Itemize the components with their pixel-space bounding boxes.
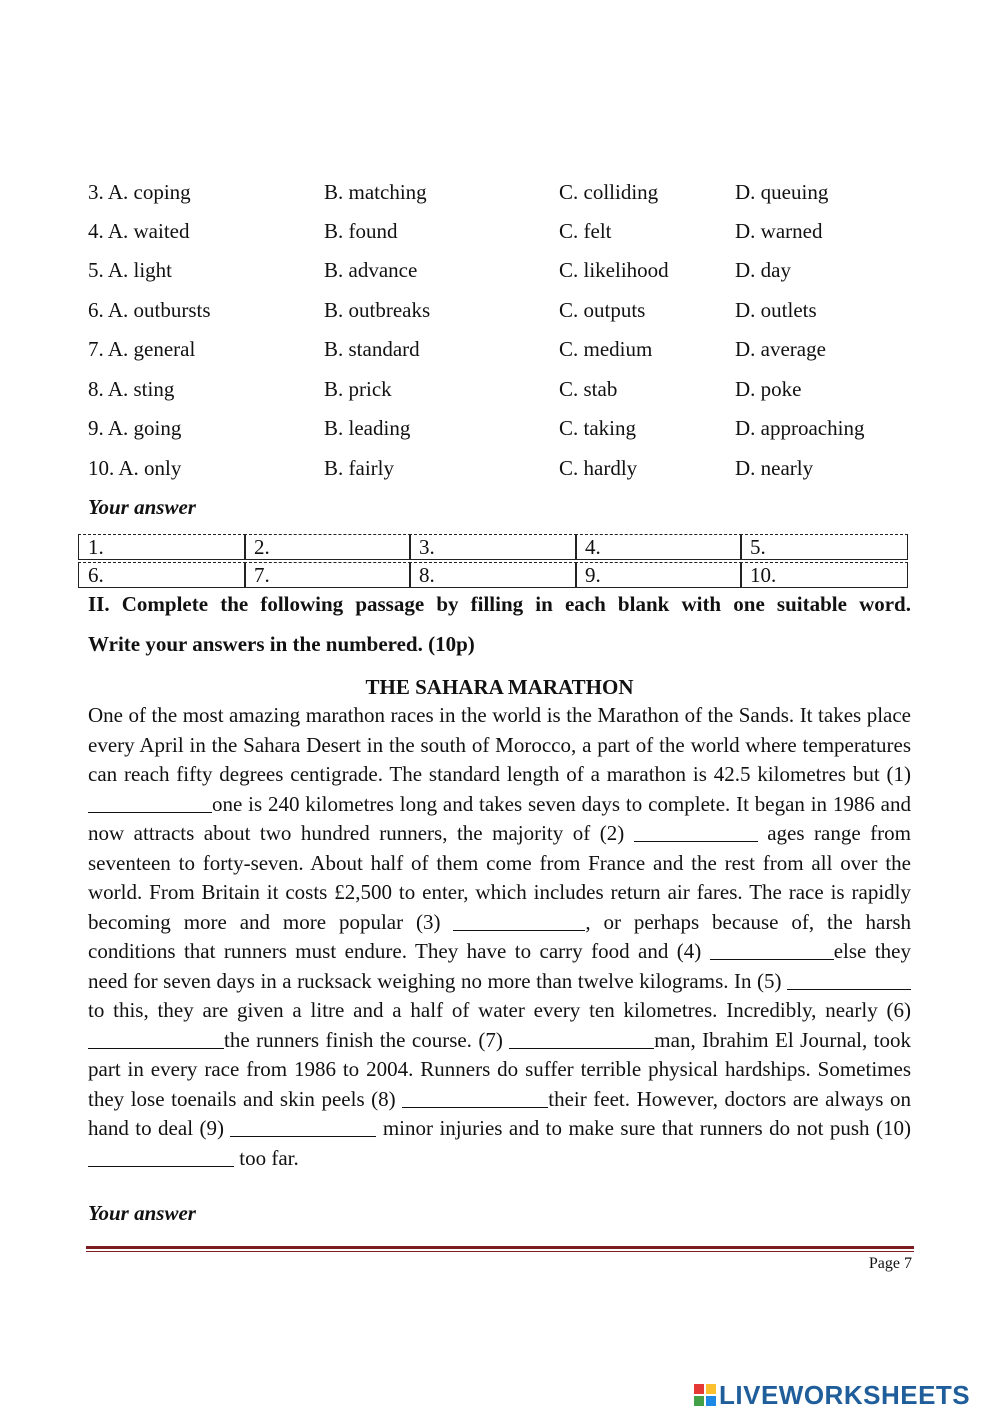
section-instruction: Write your answers in the numbered. (10p): [88, 632, 475, 656]
option-b: B. matching: [324, 180, 427, 204]
passage-text: One of the most amazing marathon races in the world is the Marathon of the Sands. It takes place every April in the Sahara Desert in the south of Morocco, a part of the world where temperatures can reach fifty degrees centigrade. The standard length of a marathon is 42.5 kilometres but (1): [88, 703, 911, 786]
blank-7[interactable]: [509, 1028, 654, 1049]
answer-cell-label: 8.: [419, 563, 435, 587]
option-a: 5. A. light: [88, 258, 173, 282]
answer-input-9[interactable]: [606, 565, 735, 587]
option-c: C. medium: [559, 337, 653, 361]
blank-1[interactable]: [88, 792, 212, 813]
your-answer-label: Your answer: [88, 495, 196, 519]
passage-title: THE SAHARA MARATHON: [365, 675, 634, 699]
answer-cell-label: 5.: [750, 535, 766, 559]
blank-9[interactable]: [230, 1116, 376, 1137]
blank-10[interactable]: [88, 1146, 234, 1167]
answer-input-1[interactable]: [109, 537, 239, 559]
answer-input-2[interactable]: [275, 537, 404, 559]
passage-text: else they need for seven days in a rucksack weighing no more than twelve kilograms. In (5): [88, 939, 911, 993]
option-c: C. stab: [559, 377, 618, 401]
option-a: 9. A. going: [88, 416, 182, 440]
option-a: 7. A. general: [88, 337, 196, 361]
answer-cell-1: [78, 534, 246, 560]
answer-cell-label: 1.: [88, 535, 104, 559]
passage-text: , or perhaps because of, the harsh conditions that runners must endure. They have to carry food and (4): [88, 909, 912, 963]
option-b: B. outbreaks: [324, 298, 431, 322]
option-b: B. fairly: [324, 456, 394, 480]
answer-grid: [78, 534, 908, 590]
passage-text: ages range from seventeen to forty-seven. About half of them come from France and the rest from all over the world. From Britain it costs £2,500 to enter, which includes return air fares. The race is rapidly becoming more and more popular (3): [88, 821, 911, 934]
answer-cell-7: [244, 562, 411, 588]
answer-cell-5: [740, 534, 908, 560]
passage-text: to this, they are given a litre and a half of water every ten kilometres. Incredibly, nearly (6): [88, 998, 911, 1022]
answer-input-3[interactable]: [440, 537, 570, 559]
option-a: 8. A. sting: [88, 377, 175, 401]
passage-text: minor injuries and to make sure that runners do not push (10): [376, 1116, 911, 1140]
answer-cell-label: 7.: [254, 563, 270, 587]
liveworksheets-icon: [694, 1384, 716, 1406]
option-a: 10. A. only: [88, 456, 182, 480]
blank-3[interactable]: [453, 910, 585, 931]
answer-cell-10: [740, 562, 908, 588]
passage-text: their feet. However, doctors are always on hand to deal (9): [88, 1086, 911, 1140]
answer-cell-9: [575, 562, 742, 588]
blank-5[interactable]: [787, 969, 911, 990]
answer-input-6[interactable]: [109, 565, 239, 587]
option-a: 3. A. coping: [88, 180, 191, 204]
option-b: B. advance: [324, 258, 418, 282]
option-d: D. approaching: [735, 416, 865, 440]
option-d: D. warned: [735, 219, 823, 243]
option-d: D. outlets: [735, 298, 817, 322]
blank-2[interactable]: [634, 821, 758, 842]
option-c: C. colliding: [559, 180, 659, 204]
passage-text: too far.: [234, 1145, 299, 1170]
passage-text: man, Ibrahim El Journal, took part in every race from 1986 to 2004. Runners do suffer terrible physical hardships. Sometimes they lose toenails and skin peels (8): [88, 1027, 911, 1111]
passage-text: one is 240 kilometres long and takes seven days to complete. It began in 1986 and now attracts about two hundred runners, the majority of (2): [88, 791, 911, 845]
answer-cell-label: 10.: [750, 563, 777, 587]
option-d: D. average: [735, 337, 826, 361]
blank-8[interactable]: [402, 1087, 548, 1108]
section-heading: II. Complete the following passage by filling in each blank with one suitable word.: [88, 592, 911, 616]
option-c: C. hardly: [559, 456, 638, 480]
answer-cell-4: [575, 534, 742, 560]
blank-4[interactable]: [710, 939, 834, 960]
answer-input-5[interactable]: [771, 537, 901, 559]
answer-cell-3: [409, 534, 577, 560]
option-d: D. nearly: [735, 456, 814, 480]
answer-cell-6: [78, 562, 246, 588]
answer-cell-label: 9.: [585, 563, 601, 587]
option-c: C. outputs: [559, 298, 646, 322]
option-a: 4. A. waited: [88, 219, 190, 243]
answer-cell-label: 6.: [88, 563, 104, 587]
option-c: C. likelihood: [559, 258, 669, 282]
page-number: Page 7: [868, 1255, 912, 1272]
liveworksheets-logo[interactable]: [694, 1378, 970, 1412]
option-b: B. found: [324, 219, 398, 243]
answer-cell-label: 4.: [585, 535, 601, 559]
option-d: D. queuing: [735, 180, 829, 204]
footer-rule-thin: [86, 1251, 914, 1252]
passage: [88, 701, 911, 1173]
answer-input-4[interactable]: [606, 537, 735, 559]
option-c: C. taking: [559, 416, 636, 440]
option-b: B. standard: [324, 337, 420, 361]
answer-cell-2: [244, 534, 411, 560]
answer-cell-label: 3.: [419, 535, 435, 559]
option-d: D. day: [735, 258, 791, 282]
option-b: B. leading: [324, 416, 411, 440]
blank-6[interactable]: [88, 1028, 224, 1049]
answer-cell-8: [409, 562, 577, 588]
answer-input-8[interactable]: [440, 565, 570, 587]
option-a: 6. A. outbursts: [88, 298, 211, 322]
brand-name: LIVEWORKSHEETS: [719, 1379, 971, 1410]
answer-cell-label: 2.: [254, 535, 270, 559]
option-b: B. prick: [324, 377, 392, 401]
option-d: D. poke: [735, 377, 802, 401]
answer-input-10[interactable]: [771, 565, 901, 587]
option-c: C. felt: [559, 219, 612, 243]
answer-input-7[interactable]: [275, 565, 404, 587]
footer-rule: [86, 1246, 914, 1249]
your-answer-label-2: Your answer: [88, 1201, 196, 1225]
passage-text: the runners finish the course. (7): [224, 1027, 510, 1052]
